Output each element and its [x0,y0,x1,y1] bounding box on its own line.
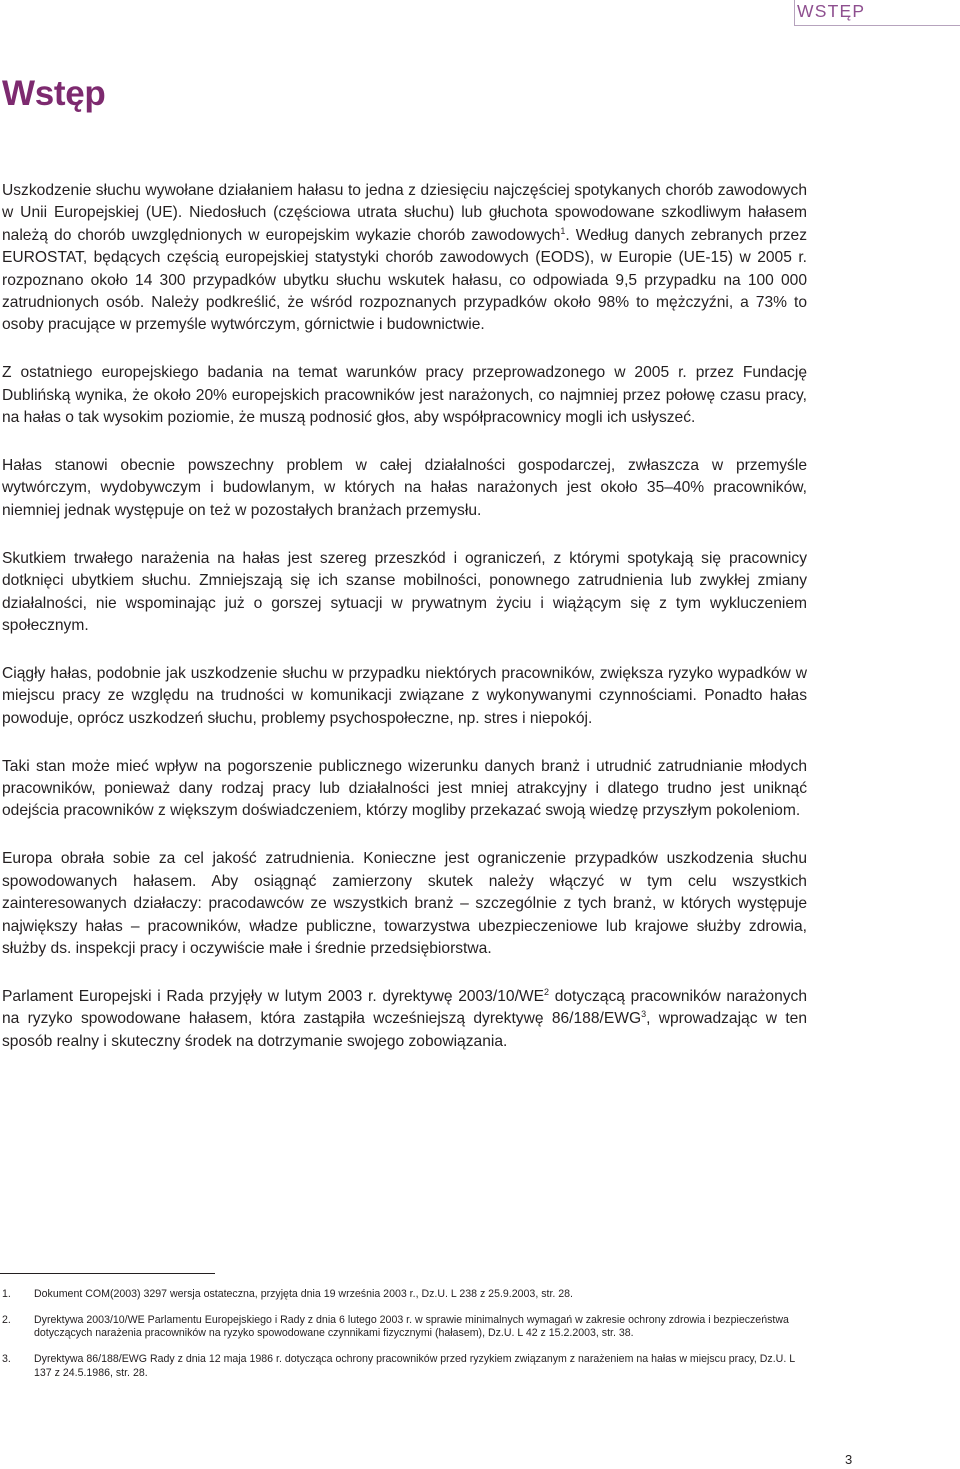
paragraph-8-part-a: Parlament Europejski i Rada przyjęły w lutym 2003 r. dyrektywę 2003/10/WE [2,987,545,1005]
paragraph-8-part-b: dotyczącą pracowników narażonych na ryzyko spowodowane hałasem, która zastąpiła wcześniejszą dyrektywę 86/188/EWG [2,987,808,1028]
footnote-text: Dokument COM(2003) 3297 wersja ostateczna, przyjęta dnia 19 września 2003 r., Dz.U. L 238 z 25.9.2003, str. 28. [34,1288,573,1300]
paragraph-8 [2,986,807,1053]
footnote-divider [0,1273,215,1274]
footnote-number: 1. [2,1288,11,1300]
paragraph-5: Ciągły hałas, podobnie jak uszkodzenie słuchu w przypadku niektórych pracowników, zwiększa ryzyko wypadków w miejscu pracy ze względu na trudności w komunikacji związane z wykonywanymi czynnościami. Ponadto hałas powoduje, oprócz uszkodzeń słuchu, problemy psychospołeczne, np. stres i niepokój. [2,664,807,727]
paragraph-8-part-c: , wprowadzając w ten sposób realny i skuteczny środek na dotrzymanie swojego zobowiązania. [2,1010,808,1050]
section-label: WSTĘP [797,1,866,21]
footnote-number: 3. [2,1353,11,1366]
paragraph-1 [2,180,807,337]
paragraph-1-part-b: . Według danych zebranych przez EUROSTAT, będących częścią europejskiej statystyki chorób zawodowych (EODS), w Europie (UE-15) w 2005 r. rozpoznano około 14 300 przypadków ubytku słuchu wskutek hałasu, co odpowiada 9,5 przypadku na 100 000 zatrudnionych osób. Należy podkreślić, że wśród rozpoznanych przypadków około 98% to mężczyźni, a 73% to osoby pracujące w przemyśle wytwórczym, górnictwie i budownictwie. [2,226,807,334]
footnote-ref-1: 1 [560,225,566,236]
paragraph-3: Hałas stanowi obecnie powszechny problem w całej działalności gospodarczej, zwłaszcza w przemyśle wytwórczym, wydobywczym i budowlanym, w których na hałas narażonych jest około 35–40% pracowników, niemniej jednak występuje on też w pozostałych branżach przemysłu. [2,457,807,519]
page-title: Wstęp [2,74,106,113]
footnote-3 [0,1353,800,1380]
body-text [2,180,807,1053]
paragraph-6: Taki stan może mieć wpływ na pogorszenie publicznego wizerunku danych branż i utrudnić zatrudnianie młodych pracowników, ponieważ dany rodzaj pracy lub działalności jest mniej atrakcyjny i dlatego trudno jest uniknąć odejścia pracowników z większym doświadczeniem, którzy mogliby przekazać swoją wiedzę przyszłym pokoleniom. [2,757,807,820]
footnote-number: 2. [2,1313,11,1326]
paragraph-1-part-a: Uszkodzenie słuchu wywołane działaniem hałasu to jedna z dziesięciu najczęściej spotykanych chorób zawodowych w Unii Europejskiej (UE). Niedosłuch (częściowa utrata słuchu) lub głuchota spowodowane szkodliwym hałasem należą do chorób uwzględnionych w europejskim wykazie chorób zawodowych [2,182,807,244]
footnote-text: Dyrektywa 2003/10/WE Parlamentu Europejskiego i Rady z dnia 6 lutego 2003 r. w sprawie minimalnych wymagań w zakresie ochrony zdrowia i bezpieczeństwa dotyczących narażenia pracowników na ryzyko spowodowane czynnikami fizycznymi (hałasem), Dz.U. L 42 z 15.2.2003, str. 38. [34,1313,789,1340]
running-header [794,0,960,26]
paragraph-2: Z ostatniego europejskiego badania na temat warunków pracy przeprowadzonego w 2005 r. przez Fundację Dublińską wynika, że około 20% europejskich pracowników jest narażonych, co najmniej przez połowę czasu pracy, na hałas o tak wysokim poziomie, że muszą podnosić głos, aby współpracownicy mogli ich usłyszeć. [2,364,807,427]
paragraph-7: Europa obrała sobie za cel jakość zatrudnienia. Konieczne jest ograniczenie przypadków uszkodzenia słuchu spowodowanych hałasem. Aby osiągnąć zamierzony skutek należy włączyć w tym celu wszystkich zainteresowanych działaczy: pracodawców ze wszystkich branż – szczególnie z tych branż, w których występuje największy hałas – pracowników, władze publiczne, towarzystwa ubezpieczeniowe lub krajowe służby zdrowia, służby ds. inspekcji pracy i oczywiście małe i średnie przedsiębiorstwa. [2,850,807,957]
page-number: 3 [845,1452,853,1467]
footnote-text: Dyrektywa 86/188/EWG Rady z dnia 12 maja 1986 r. dotycząca ochrony pracowników przed ryzykiem związanym z narażeniem na hałas w miejscu pracy, Dz.U. L 137 z 24.5.1986, str. 28. [34,1353,795,1379]
footnotes [0,1288,800,1393]
paragraph-4: Skutkiem trwałego narażenia na hałas jest szereg przeszkód i ograniczeń, z którymi spotykają się pracownicy dotknięci ubytkiem słuchu. Zmniejszają się ich szanse mobilności, ponownego zatrudnienia lub zwykłej zmiany działalności, nie wspominając już o gorszej sytuacji w prywatnym życiu i wiążącym się z tym wykluczeniem społecznym. [2,549,807,634]
footnote-ref-2: 2 [544,986,550,997]
footnote-1 [0,1288,800,1302]
footnote-ref-3: 3 [641,1009,647,1020]
footnote-2 [0,1314,800,1341]
